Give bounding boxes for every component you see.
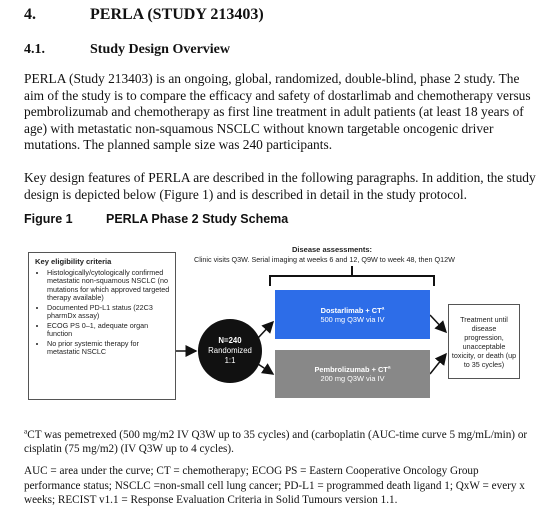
figure-title: PERLA Phase 2 Study Schema [106,212,289,226]
arm-pembrolizumab [275,350,430,398]
footnote-text: CT was pemetrexed (500 mg/m2 IV Q3W up to 35 cycles) and (carboplatin (AUC-time curve 5 mg/mL/min) or cisplatin (75 mg/m2) (IV Q3W up to 4 cycles). [24,429,528,455]
section-title: PERLA (STUDY 213403) [90,6,264,23]
subsection-heading [24,42,230,58]
criteria-item: • ECOG PS 0–1, adequate organ function [47,322,171,339]
randomized-label: Randomized [208,346,252,355]
study-schema [22,240,542,422]
eligibility-criteria-box [28,252,176,400]
criteria-item: • Documented PD-L1 status (22C3 pharmDx assay) [47,304,171,321]
arm-drug: Dostarlimab + CT [320,305,382,315]
arm-dose: 200 mg Q3W via IV [320,374,385,383]
criteria-item: • No prior systemic therapy for metastatic NSCLC [47,340,171,357]
disease-assessments-title: Disease assessments: [292,245,373,254]
arm-dostarlimab [275,290,430,339]
arrow-to-arm-pembrolizumab [258,364,273,374]
eligibility-criteria-list [35,269,171,357]
abbreviations: AUC = area under the curve; CT = chemotherapy; ECOG PS = Eastern Cooperative Oncology Group performance status; NSCLC =non-small cell lung cancer; PD-L1 = programmed death ligand 1; QxW = every x weeks; RECIST v1.1 = Response Evaluation Criteria in Solid Tumours version 1.1. [24,465,525,506]
treatment-outcome-box: Treatment until disease progression, unacceptable toxicity, or death (up to 35 cycles) [448,304,520,379]
subsection-number: 4.1. [24,42,45,57]
arrow-from-arm-pembrolizumab [430,354,446,374]
sample-size: N=240 [218,336,242,345]
randomization-ratio: 1:1 [224,356,236,365]
disease-assessments-detail: Clinic visits Q3W. Serial imaging at weeks 6 and 12, Q9W to week 48, then Q12W [194,255,455,264]
figure-caption [24,212,288,226]
footnote-marker: a [24,427,28,436]
arm-footnote-marker: a [381,306,385,312]
arrow-from-arm-dostarlimab [430,315,446,332]
subsection-title: Study Design Overview [90,42,230,57]
arm-drug: Pembrolizumab + CT [314,365,388,374]
figure-label: Figure 1 [24,212,73,226]
criteria-item: • Histologically/cytologically confirmed metastatic non-squamous NSCLC (no mutations for which approved targeted therapy available) [47,269,171,303]
arm-footnote-marker: a [387,365,391,371]
arrow-to-arm-dostarlimab [258,322,273,338]
intro-paragraph: PERLA (Study 213403) is an ongoing, global, randomized, double-blind, phase 2 study. The aim of the study is to compare the efficacy and safety of dostarlimab and chemotherapy versus pembrolizumab and chemotherapy as first line treatment in adult patients (at least 18 years of age) with metastatic non-squamous NSCLC without known targetable oncogenic driver mutations. The planned sample size was 240 participants. [24,71,531,153]
section-heading [24,6,264,24]
design-paragraph: Key design features of PERLA are described in the following paragraphs. In addition, the study design is depicted below (Figure 1) and is described in detail in the study protocol. [24,170,536,202]
section-number: 4. [24,6,36,23]
eligibility-criteria-title: Key eligibility criteria [35,257,112,266]
figure-footnote [24,428,529,456]
arm-dose: 500 mg Q3W via IV [320,314,385,324]
assessment-bracket [270,276,434,286]
randomization-circle [198,319,262,383]
